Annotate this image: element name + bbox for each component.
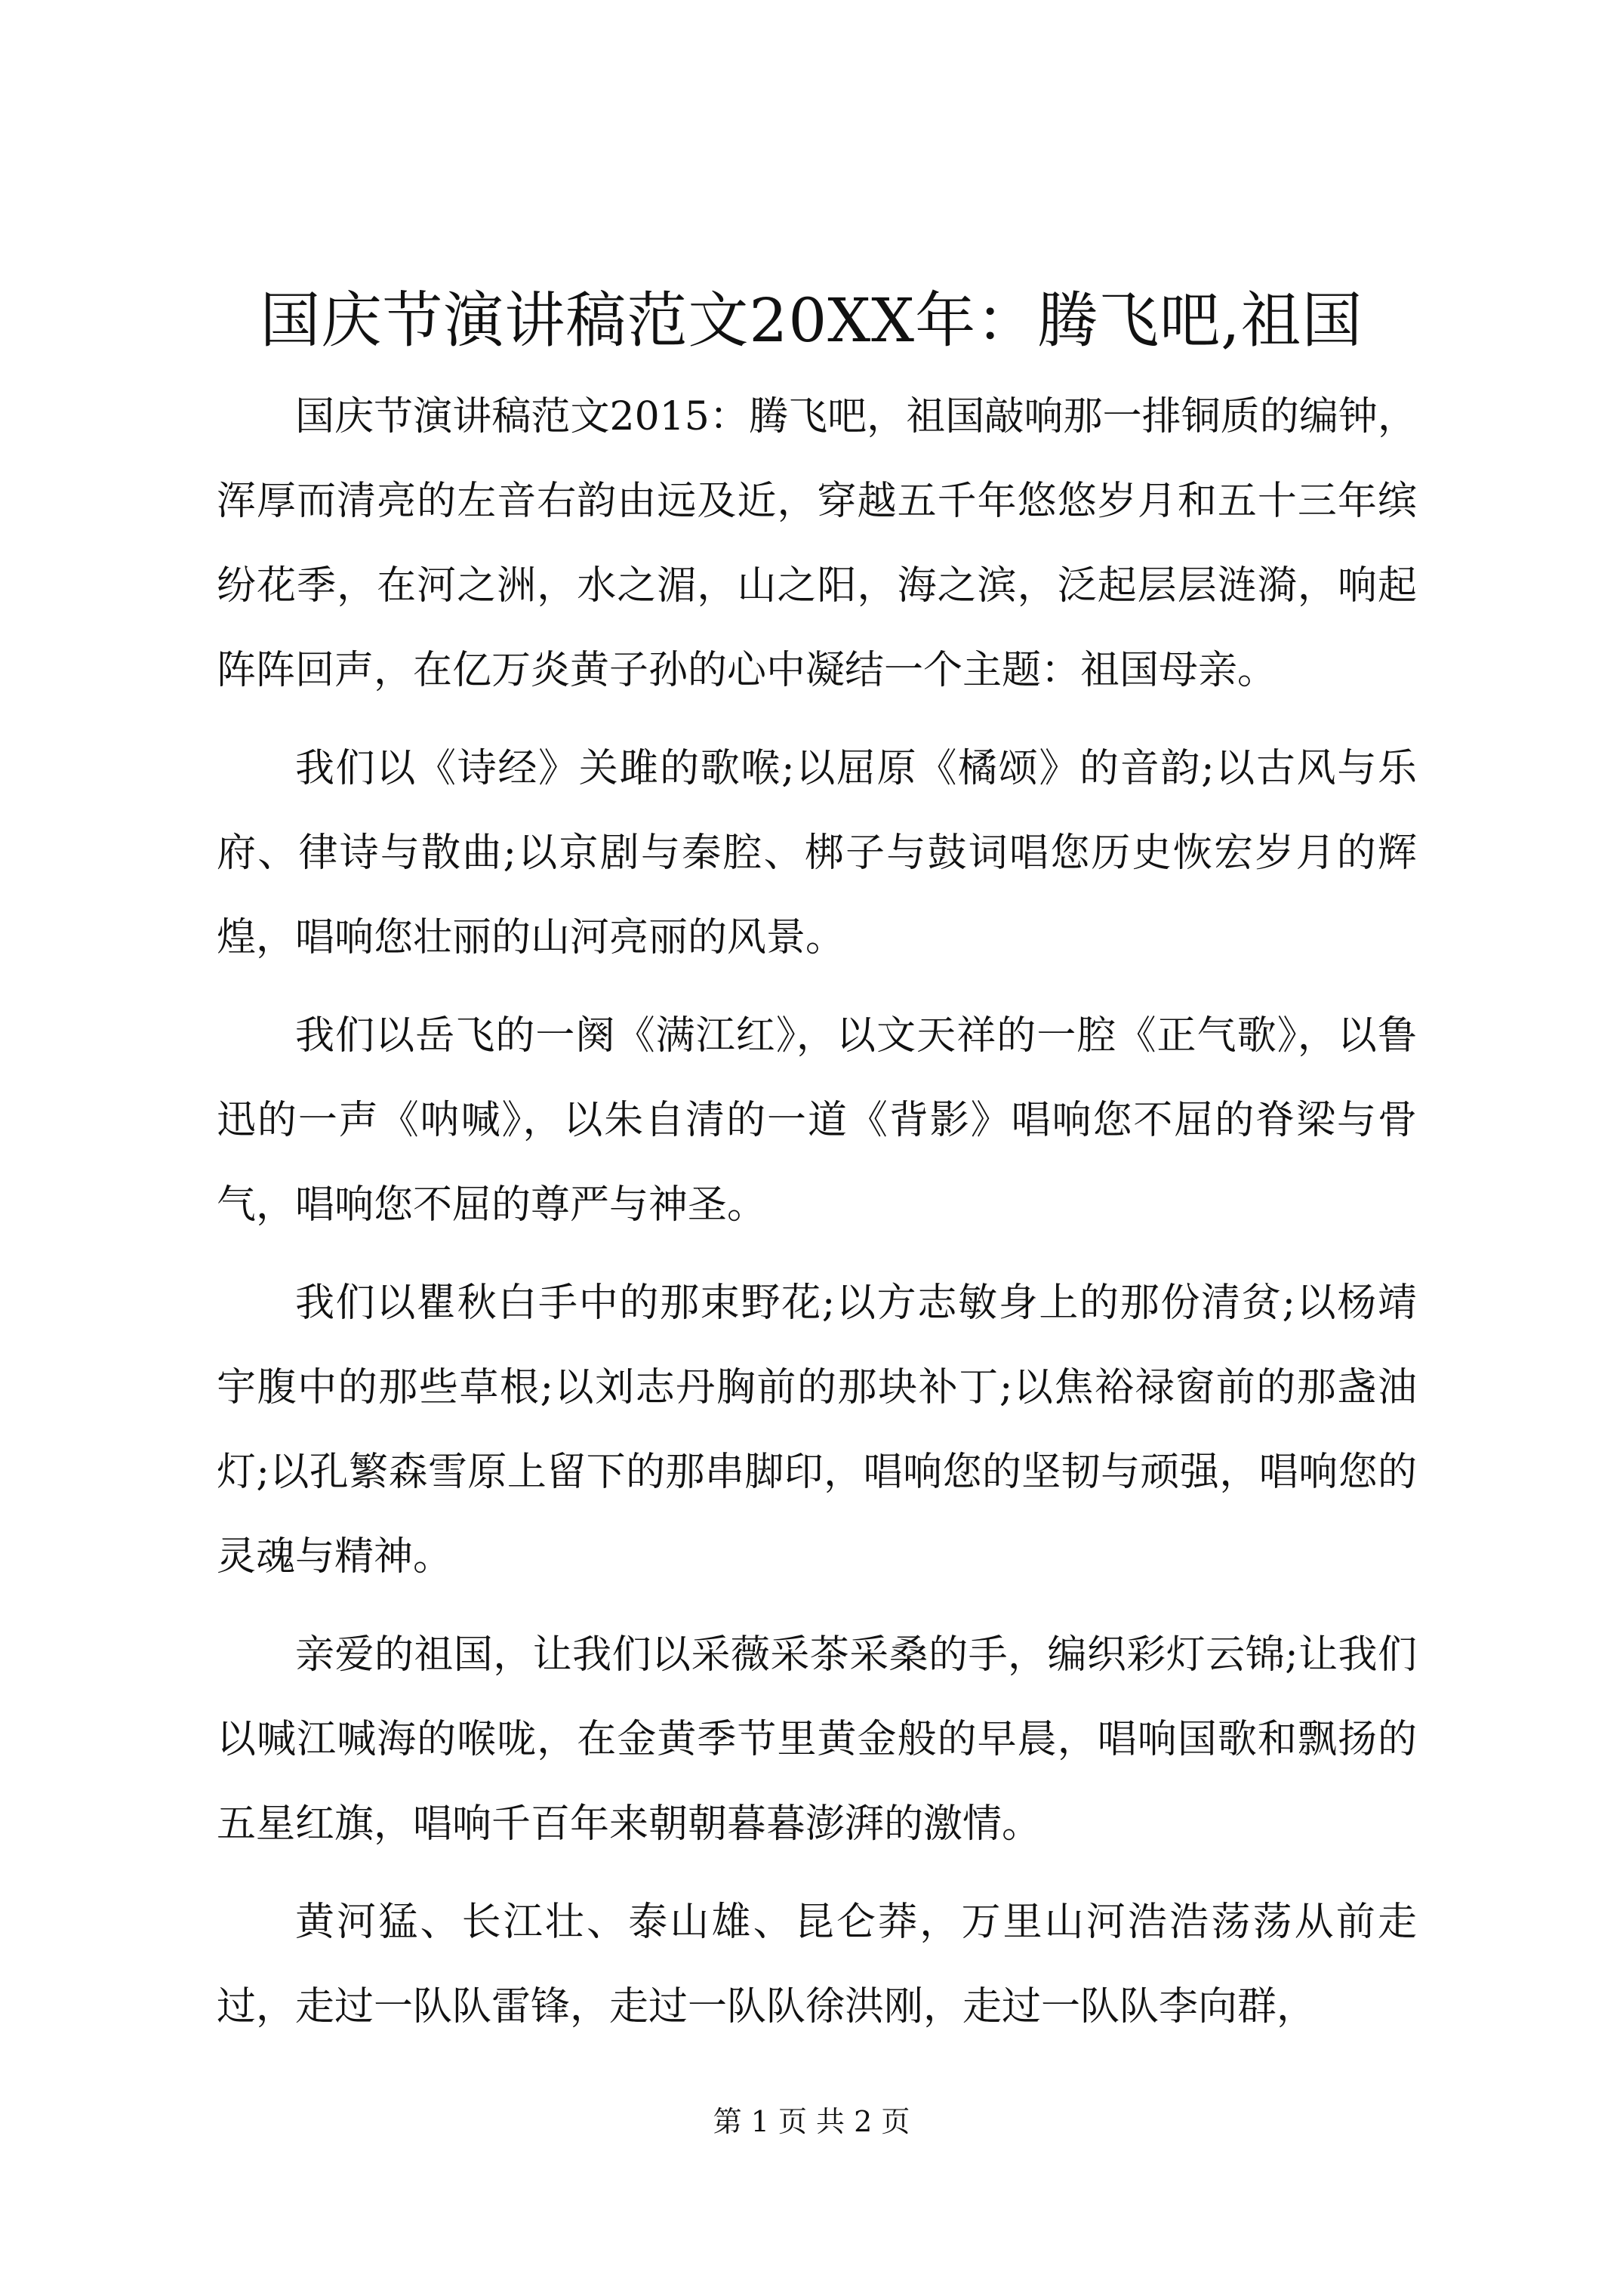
document-body — [217, 374, 1417, 2063]
paragraph-4: 我们以瞿秋白手中的那束野花;以方志敏身上的那份清贫;以杨靖宇腹中的那些草根;以刘志丹胸前的那块补丁;以焦裕禄窗前的那盏油灯;以孔繁森雪原上留下的那串脚印，唱响您的坚韧与顽强，唱响您的灵魂与精神。 — [217, 1281, 1417, 1579]
page-footer: 第 1 页 共 2 页 — [713, 2105, 910, 2138]
paragraph-5: 亲爱的祖国，让我们以采薇采茶采桑的手，编织彩灯云锦;让我们以喊江喊海的喉咙，在金黄季节里黄金般的早晨，唱响国歌和飘扬的五星红旗，唱响千百年来朝朝暮暮澎湃的激情。 — [217, 1632, 1417, 1847]
document-title: 国庆节演讲稿范文20XX年：腾飞吧,祖国 — [260, 285, 1363, 356]
paragraph-1: 国庆节演讲稿范文2015：腾飞吧，祖国敲响那一排铜质的编钟，浑厚而清亮的左音右韵由远及近，穿越五千年悠悠岁月和五十三年缤纷花季，在河之洲，水之湄，山之阳，海之滨，泛起层层涟漪，响起阵阵回声，在亿万炎黄子孙的心中凝结一个主题：祖国母亲。 — [217, 394, 1417, 693]
paragraph-3: 我们以岳飞的一阕《满江红》，以文天祥的一腔《正气歌》，以鲁迅的一声《呐喊》，以朱自清的一道《背影》唱响您不屈的脊梁与骨气，唱响您不屈的尊严与神圣。 — [217, 1013, 1417, 1228]
paragraph-2: 我们以《诗经》关雎的歌喉;以屈原《橘颂》的音韵;以古风与乐府、律诗与散曲;以京剧与秦腔、梆子与鼓词唱您历史恢宏岁月的辉煌，唱响您壮丽的山河亮丽的风景。 — [217, 746, 1417, 960]
paragraph-6: 黄河猛、长江壮、泰山雄、昆仑莽，万里山河浩浩荡荡从前走过，走过一队队雷锋，走过一队队徐洪刚，走过一队队李向群， — [217, 1900, 1417, 2029]
